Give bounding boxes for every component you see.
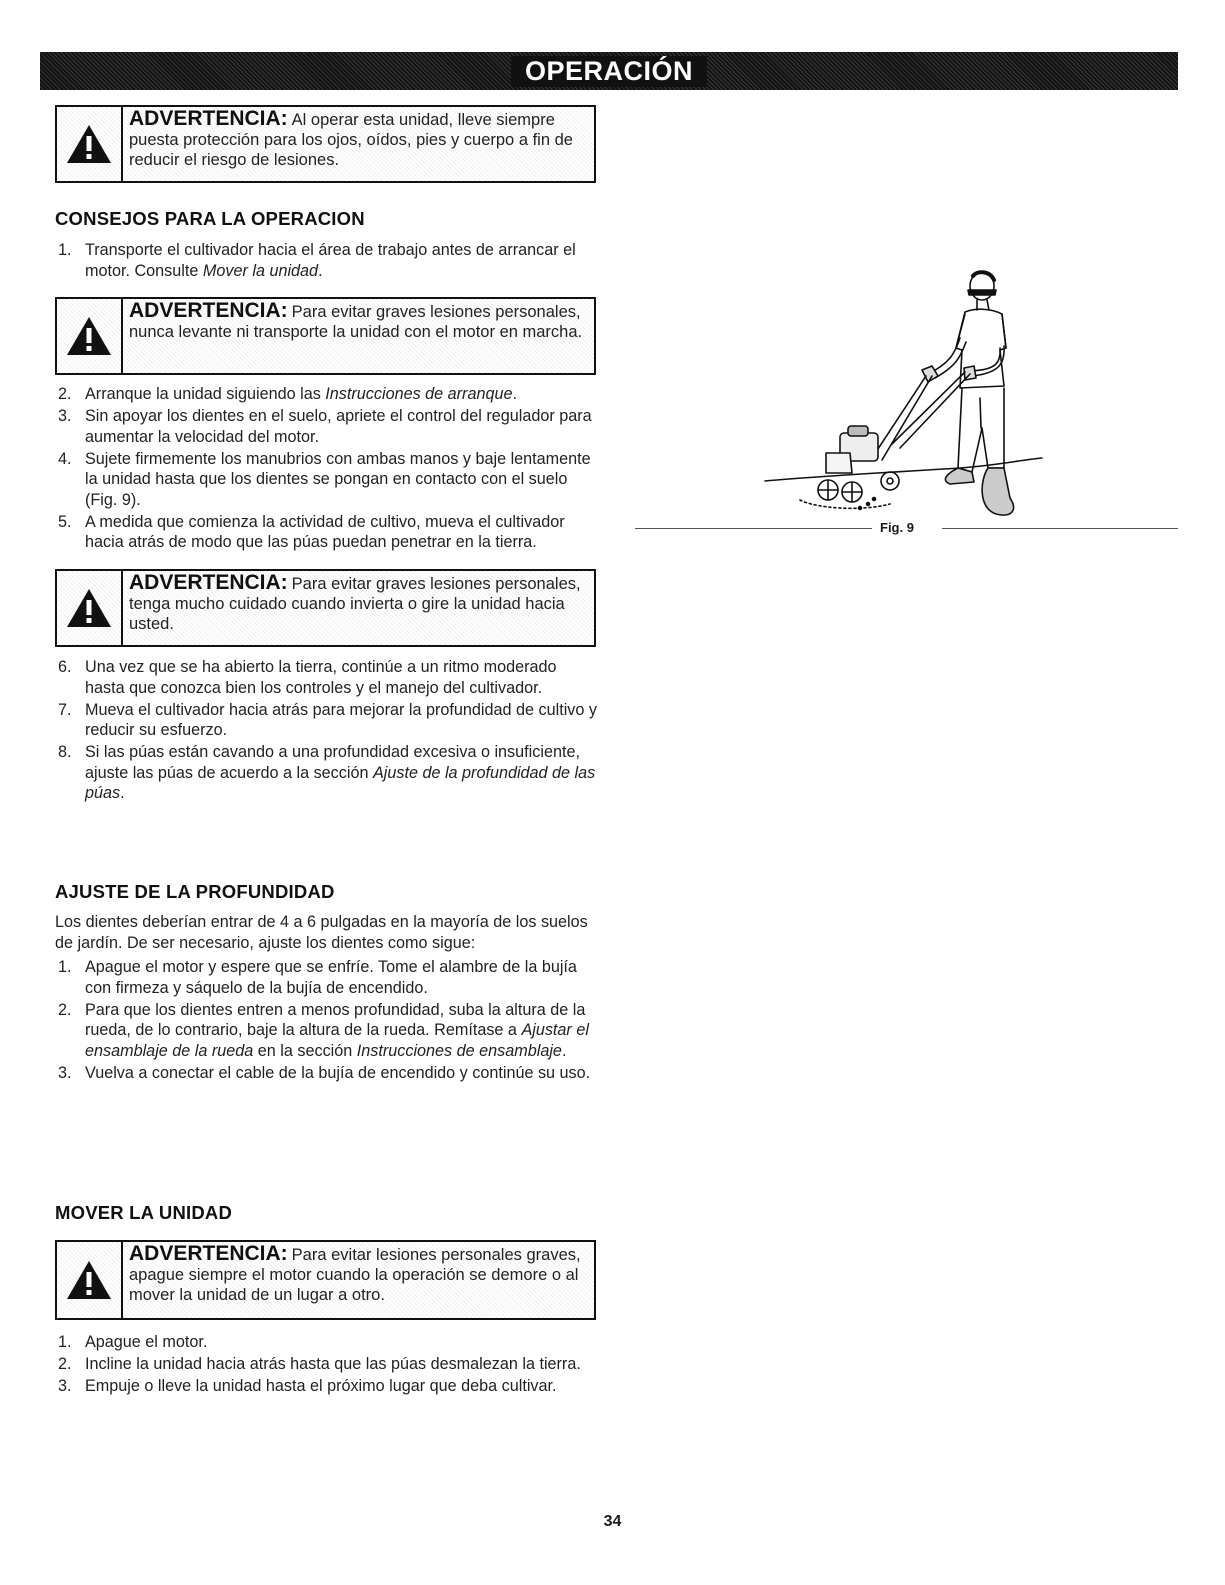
list-item: 1. Apague el motor y espere que se enfríe. Tome el alambre de la bujía con firmeza y sáquelo de la bujía de encendido.: [58, 958, 577, 997]
list-item: 2. Arranque la unidad siguiendo las Instrucciones de arranque.: [58, 385, 517, 403]
list-item: 3. Sin apoyar los dientes en el suelo, apriete el control del regulador para aumentar la velocidad del motor.: [58, 407, 592, 446]
warning-text: Para evitar lesiones personales graves, apague siempre el motor cuando la operación se demore o al mover la unidad de un lugar a otro.: [129, 1246, 581, 1304]
list-item: 1. Transporte el cultivador hacia el área de trabajo antes de arrancar el motor. Consulte Mover la unidad.: [58, 241, 576, 280]
consejos-list-b: [55, 384, 600, 554]
tiller-operator-illustration: [760, 268, 1060, 528]
list-item: 6. Una vez que se ha abierto la tierra, continúe a un ritmo moderado hasta que conozca bien los controles y el manejo del cultivador.: [58, 658, 557, 697]
section-header-banner: [40, 52, 1178, 90]
mover-list: [55, 1332, 600, 1398]
warning-text: Al operar esta unidad, lleve siempre puesta protección para los ojos, oídos, pies y cuerpo a fin de reducir el riesgo de lesiones.: [129, 111, 573, 169]
warning-box-eye-protection: [55, 105, 596, 183]
heading-consejos: CONSEJOS PARA LA OPERACION: [55, 208, 365, 229]
list-item: 2. Incline la unidad hacia atrás hasta que las púas desmalezan la tierra.: [58, 1355, 581, 1373]
warning-box-reverse: [55, 569, 596, 647]
figure-rule-right: [942, 528, 1178, 529]
warning-triangle-icon: [65, 587, 113, 629]
warning-heading: ADVERTENCIA:: [129, 1242, 288, 1265]
warning-triangle-icon: [65, 1259, 113, 1301]
list-item: 7. Mueva el cultivador hacia atrás para mejorar la profundidad de cultivo y reducir su esfuerzo.: [58, 700, 597, 739]
section-title: OPERACIÓN: [511, 56, 707, 87]
consejos-list-a: [55, 240, 600, 283]
figure-label: Fig. 9: [880, 520, 914, 535]
list-item: 5. A medida que comienza la actividad de cultivo, mueva el cultivador hacia atrás de modo que las púas puedan penetrar en la tierra.: [58, 512, 565, 551]
warning-heading: ADVERTENCIA:: [129, 299, 288, 322]
figure-rule-left: [635, 528, 872, 529]
warning-triangle-icon: [65, 315, 113, 357]
list-item: 4. Sujete firmemente los manubrios con ambas manos y baje lentamente la unidad hasta que los dientes se pongan en contacto con el suelo (Fig. 9).: [58, 449, 591, 509]
warning-box-running-motor: [55, 297, 596, 375]
list-item: 2. Para que los dientes entren a menos profundidad, suba la altura de la rueda, de lo contrario, baje la altura de la rueda. Remítase a Ajustar el ensamblaje de la rueda en la sección Instrucciones de ensamblaje.: [58, 1000, 589, 1060]
warning-triangle-icon: [65, 123, 113, 165]
warning-text: Para evitar graves lesiones personales, tenga mucho cuidado cuando invierta o gire la unidad hacia usted.: [129, 575, 581, 633]
warning-heading: ADVERTENCIA:: [129, 107, 288, 130]
warning-text: Para evitar graves lesiones personales, nunca levante ni transporte la unidad con el motor en marcha.: [129, 303, 583, 341]
list-item: 8. Si las púas están cavando a una profundidad excesiva o insuficiente, ajuste las púas de acuerdo a la sección Ajuste de la profundidad de las púas.: [58, 743, 596, 802]
ajuste-intro: Los dientes deberían entrar de 4 a 6 pulgadas en la mayoría de los suelos de jardín. De ser necesario, ajuste los dientes como sigue:: [55, 913, 588, 952]
ajuste-list: [55, 957, 600, 1085]
warning-box-moving-unit: [55, 1240, 596, 1320]
page-number: 34: [603, 1513, 622, 1530]
heading-mover: MOVER LA UNIDAD: [55, 1202, 233, 1223]
heading-ajuste: AJUSTE DE LA PROFUNDIDAD: [55, 881, 335, 902]
list-item: 3. Vuelva a conectar el cable de la bujía de encendido y continúe su uso.: [58, 1063, 591, 1082]
list-item: 3. Empuje o lleve la unidad hasta el próximo lugar que deba cultivar.: [58, 1377, 557, 1395]
warning-heading: ADVERTENCIA:: [129, 571, 288, 594]
consejos-list-c: [55, 657, 600, 805]
list-item: 1. Apague el motor.: [58, 1333, 208, 1351]
